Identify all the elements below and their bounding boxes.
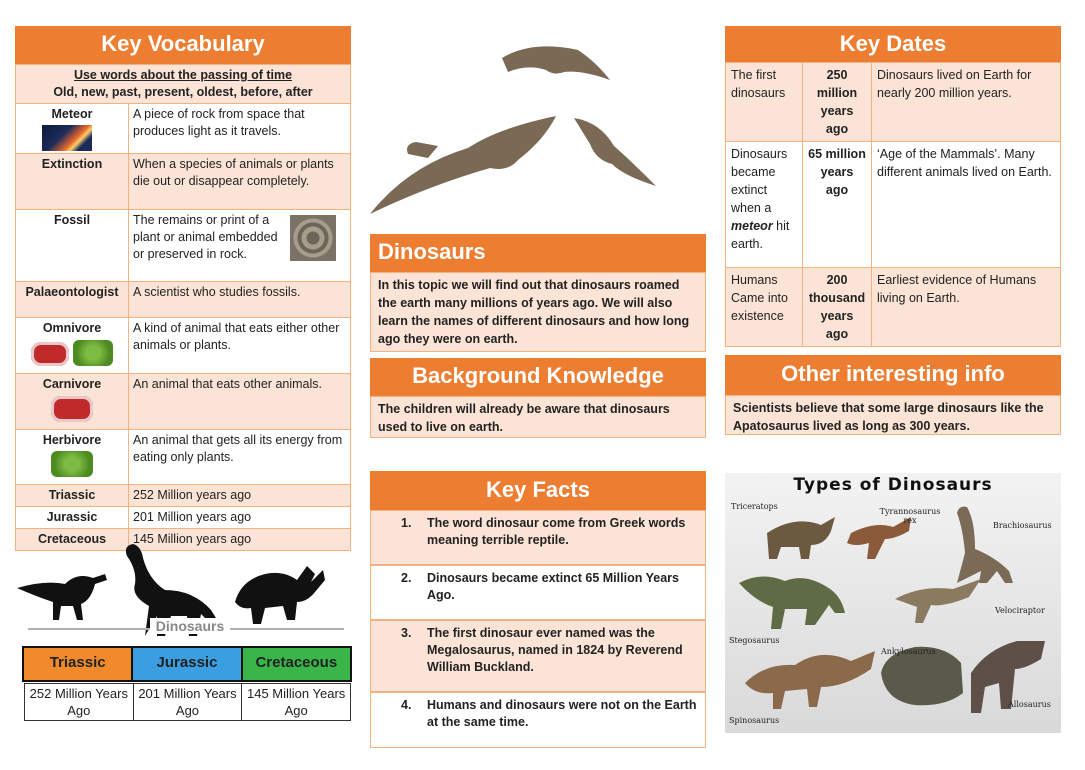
timeline-label: Dinosaurs [150,618,230,634]
date-info: Earliest evidence of Humans living on Earth. [872,268,1061,347]
vocab-definition: The remains or print of a plant or animal embedded or preserved in rock. [133,213,278,261]
poster-title: Types of Dinosaurs [793,475,993,495]
fact-number: 3. [401,626,412,640]
key-fact-item [370,565,706,620]
key-date-row [726,142,1061,268]
background-knowledge-text: The children will already be aware that dinosaurs used to live on earth. [370,396,706,438]
dinosaurs-header: Dinosaurs [370,234,706,272]
vocab-intro-row [16,65,351,104]
fact-number: 2. [401,571,412,585]
period-cretaceous: Cretaceous [243,648,350,680]
vocab-row [16,282,351,318]
label-stegosaurus: Stegosaurus [729,636,780,645]
period-time: 145 Million Years Ago [242,684,351,721]
key-fact-item [370,692,706,748]
vocab-definition: A piece of rock from space that produces light as it travels. [129,104,351,154]
key-facts-header: Key Facts [370,471,706,510]
vocab-term: Palaeontologist [16,282,129,318]
background-knowledge-header: Background Knowledge [370,358,706,396]
key-date-row [726,268,1061,347]
vocab-definition: 201 Million years ago [129,507,351,529]
vocab-term: Herbivore [42,433,102,447]
vocab-definition: 145 Million years ago [129,529,351,551]
meteor-image [42,125,92,151]
leafy-plant-image [73,340,113,366]
vocab-row [16,430,351,485]
date-when: 250 million years ago [803,63,872,142]
vocab-row [16,104,351,154]
types-of-dinosaurs-poster [725,473,1061,733]
pterodactyls-image [368,36,668,221]
vocab-definition: When a species of animals or plants die out or disappear completely. [129,154,351,210]
label-ankylosaurus: Ankylosaurus [881,647,936,656]
vocab-row [16,318,351,374]
vocab-term: Omnivore [42,321,102,335]
key-date-row [726,63,1061,142]
date-info: ‘Age of the Mammals’. Many different animals lived on Earth. [872,142,1061,268]
fact-text: The first dinosaur ever named was the Megalosaurus, named in 1824 by Reverend William Buckland. [427,626,683,674]
vocab-row [16,485,351,507]
key-facts-list [370,510,706,748]
key-fact-item [370,620,706,692]
vocab-definition: 252 Million years ago [129,485,351,507]
fact-number: 4. [401,698,412,712]
vocab-definition: An animal that eats other animals. [129,374,351,430]
date-when: 65 million years ago [803,142,872,268]
vocab-row [16,374,351,430]
leafy-plant-image [51,451,93,477]
fact-text: The word dinosaur come from Greek words meaning terrible reptile. [427,516,686,547]
other-info-header: Other interesting info [725,355,1061,395]
period-jurassic: Jurassic [133,648,242,680]
period-time: 201 Million Years Ago [133,684,242,721]
timeline-times [24,683,351,721]
vocabulary-table [15,64,351,551]
date-info: Dinosaurs lived on Earth for nearly 200 million years. [872,63,1061,142]
ammonite-fossil-image [290,215,336,261]
date-event: Dinosaurs became extinct when a meteor hit earth. [726,142,803,268]
key-dates-table [725,62,1061,347]
other-info-text: Scientists believe that some large dinosaurs like the Apatosaurus lived as long as 300 years. [725,395,1061,435]
vocab-term: Fossil [16,210,129,282]
vocab-term: Carnivore [42,377,102,391]
vocab-term: Meteor [51,107,93,121]
label-brachiosaurus: Brachiosaurus [993,521,1052,530]
key-dates-header: Key Dates [725,26,1061,64]
label-triceratops: Triceratops [731,502,778,511]
vocab-row [16,154,351,210]
fact-text: Dinosaurs became extinct 65 Million Years Ago. [427,571,679,602]
label-allosaurus: Allosaurus [1008,700,1051,709]
vocab-term: Triassic [16,485,129,507]
label-spinosaurus: Spinosaurus [729,716,780,725]
fact-text: Humans and dinosaurs were not on the Earth at the same time. [427,698,697,729]
vocab-term: Extinction [16,154,129,210]
key-fact-item [370,510,706,565]
vocab-definition: A kind of animal that eats either other animals or plants. [129,318,351,374]
label-velociraptor: Velociraptor [995,606,1045,615]
timeline-bar [22,646,352,682]
vocab-term: Jurassic [16,507,129,529]
date-event: The first dinosaurs [726,63,803,142]
date-when: 200 thousand years ago [803,268,872,347]
vocab-definition: A scientist who studies fossils. [129,282,351,318]
vocab-term: Cretaceous [16,529,129,551]
vocab-row [16,210,351,282]
fact-number: 1. [401,516,412,530]
key-vocabulary-header: Key Vocabulary [15,26,351,64]
meat-image [31,342,69,366]
vocab-intro-line1: Use words about the passing of time [73,68,293,82]
meat-image [51,396,93,422]
vocab-row [16,507,351,529]
dinosaurs-text: In this topic we will find out that dinosaurs roamed the earth many millions of years ago. We will also learn the names of different dinosaurs and how long ago they were on earth. [370,272,706,352]
period-triassic: Triassic [24,648,133,680]
label-tyrannosaurus-rex: Tyrannosaurus rex [879,507,941,525]
date-event: Humans Came into existence [726,268,803,347]
vocab-definition: An animal that gets all its energy from eating only plants. [129,430,351,485]
vocab-intro-line2: Old, new, past, present, oldest, before, after [53,85,313,99]
period-time: 252 Million Years Ago [25,684,134,721]
